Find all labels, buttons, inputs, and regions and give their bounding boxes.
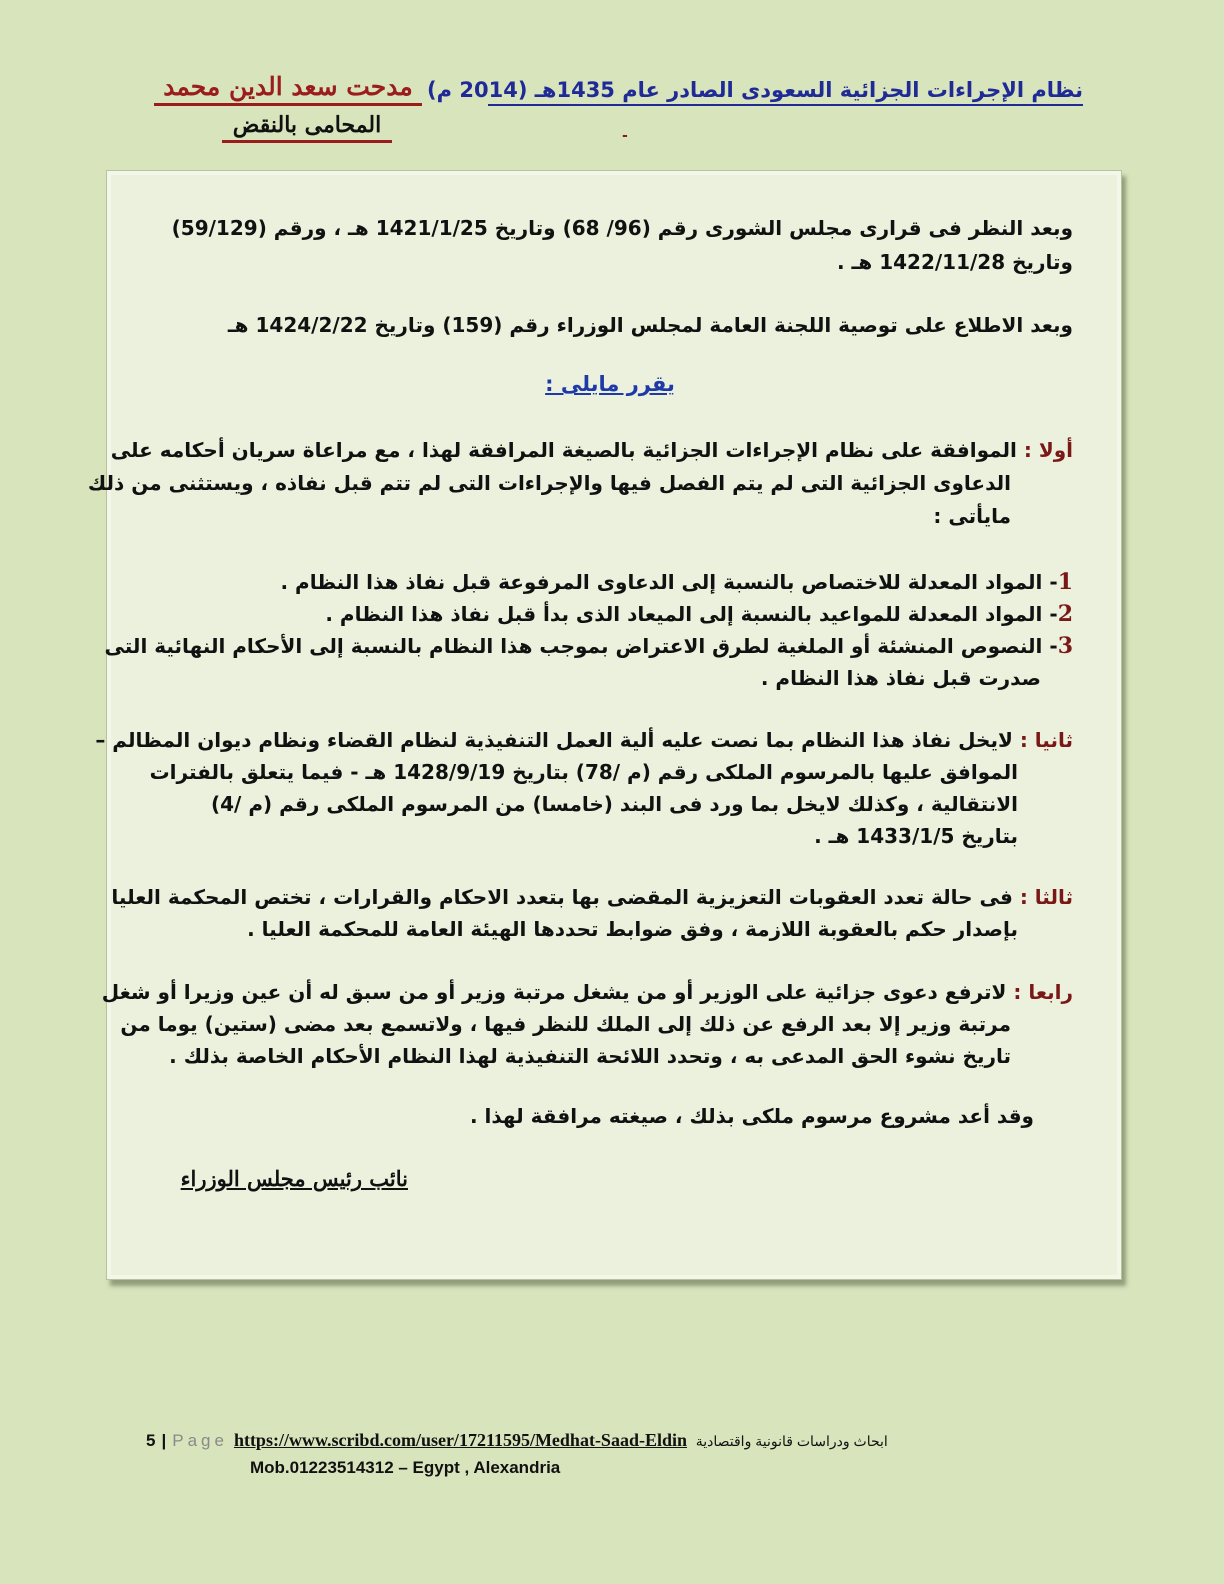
footer-contact: Mob.01223514312 – Egypt , Alexandria <box>250 1458 561 1477</box>
page-number: 5 <box>146 1431 156 1450</box>
list-item-continuation: صدرت قبل نفاذ هذا النظام . <box>760 666 1041 690</box>
paragraph-shura-line1: وبعد النظر فى قرارى مجلس الشورى رقم (96/ 68) وتاريخ 1421/1/25 هـ ، ورقم (59/129) <box>171 216 1073 240</box>
clause-third-line1 <box>111 881 1073 913</box>
clause-fourth-label: رابعا : <box>1013 980 1073 1004</box>
author-name: مدحت سعد الدين محمد <box>154 72 422 106</box>
list-item <box>325 598 1073 630</box>
clause-second-label: ثانيا : <box>1019 728 1073 752</box>
clause-second-line2: الموافق عليها بالمرسوم الملكى رقم (م /78) بتاريخ 1428/9/19 هـ - فيما يتعلق بالفترات <box>149 760 1018 784</box>
list-item-number: 2 <box>1057 601 1073 627</box>
header-dash-mark: - <box>622 128 628 144</box>
list-item-number: 3 <box>1057 633 1073 659</box>
decides-heading: يقرر مايلى : <box>545 372 675 396</box>
footer-separator: | <box>161 1431 167 1450</box>
clause-fourth-line2: مرتبة وزير إلا بعد الرفع عن ذلك إلى الملك للنظر فيها ، ولاتسمع بعد مضى (ستين) يوما من <box>120 1012 1011 1036</box>
closing-statement: وقد أعد مشروع مرسوم ملكى بذلك ، صيغته مرافقة لهذا . <box>469 1104 1034 1128</box>
list-item-number: 1 <box>1057 569 1073 595</box>
footer-url-link[interactable]: https://www.scribd.com/user/17211595/Medhat-Saad-Eldin <box>233 1430 687 1450</box>
page-word: Page <box>172 1431 228 1450</box>
clause-first-line1 <box>111 434 1073 466</box>
author-role: المحامى بالنقض <box>222 112 392 143</box>
clause-first-label: أولا : <box>1023 438 1073 462</box>
paragraph-committee: وبعد الاطلاع على توصية اللجنة العامة لمجلس الوزراء رقم (159) وتاريخ 1424/2/22 هـ <box>227 313 1073 337</box>
list-item <box>280 566 1073 598</box>
clause-second-line1 <box>95 724 1073 756</box>
clause-first-text: الموافقة على نظام الإجراءات الجزائية بالصيغة المرافقة لهذا ، مع مراعاة سريان أحكامه على <box>110 438 1017 462</box>
signature-title: نائب رئيس مجلس الوزراء <box>180 1166 408 1191</box>
list-item-text: - النصوص المنشئة أو الملغية لطرق الاعتراض بموجب هذا النظام بالنسبة إلى الأحكام النهائية التى <box>104 634 1058 658</box>
list-item <box>105 630 1073 662</box>
clause-fourth-text: لاترفع دعوى جزائية على الوزير أو من يشغل مرتبة وزير أو من سبق له أن عين وزيرا أو شغل <box>101 980 1007 1004</box>
footer-line <box>146 1430 888 1451</box>
paragraph-shura-line2: وتاريخ 1422/11/28 هـ . <box>836 250 1073 274</box>
clause-fourth-line1 <box>102 976 1073 1008</box>
clause-fourth-line3: تاريخ نشوء الحق المدعى به ، وتحدد اللائحة التنفيذية لهذا النظام الأحكام الخاصة بذلك . <box>169 1044 1011 1068</box>
clause-third-text: فى حالة تعدد العقوبات التعزيزية المقضى بها بتعدد الاحكام والقرارات ، تختص المحكمة العليا <box>111 885 1013 909</box>
document-title: نظام الإجراءات الجزائية السعودى الصادر عام 1435هـ (2014 م) <box>488 78 1083 106</box>
clause-second-line3: الانتقالية ، وكذلك لايخل بما ورد فى البند (خامسا) من المرسوم الملكى رقم (م /4) <box>210 792 1018 816</box>
list-item-text: - المواد المعدلة للمواعيد بالنسبة إلى الميعاد الذى بدأ قبل نفاذ هذا النظام . <box>325 602 1058 626</box>
clause-third-line2: بإصدار حكم بالعقوبة اللازمة ، وفق ضوابط تحددها الهيئة العامة للمحكمة العليا . <box>247 917 1018 941</box>
clause-third-label: ثالثا : <box>1019 885 1073 909</box>
clause-first-line2: الدعاوى الجزائية التى لم يتم الفصل فيها والإجراءات التى لم تتم قبل نفاذه ، ويستثنى من ذلك <box>87 471 1011 495</box>
footer-tagline: ابحاث ودراسات قانونية واقتصادية <box>695 1433 888 1449</box>
list-item-text: - المواد المعدلة للاختصاص بالنسبة إلى الدعاوى المرفوعة قبل نفاذ هذا النظام . <box>280 570 1058 594</box>
clause-second-text: لايخل نفاذ هذا النظام بما نصت عليه ألية العمل التنفيذية لنظام القضاء ونظام ديوان المظالم – <box>95 728 1013 752</box>
clause-second-line4: بتاريخ 1433/1/5 هـ . <box>814 824 1018 848</box>
clause-first-line3: مايأتى : <box>933 504 1011 528</box>
